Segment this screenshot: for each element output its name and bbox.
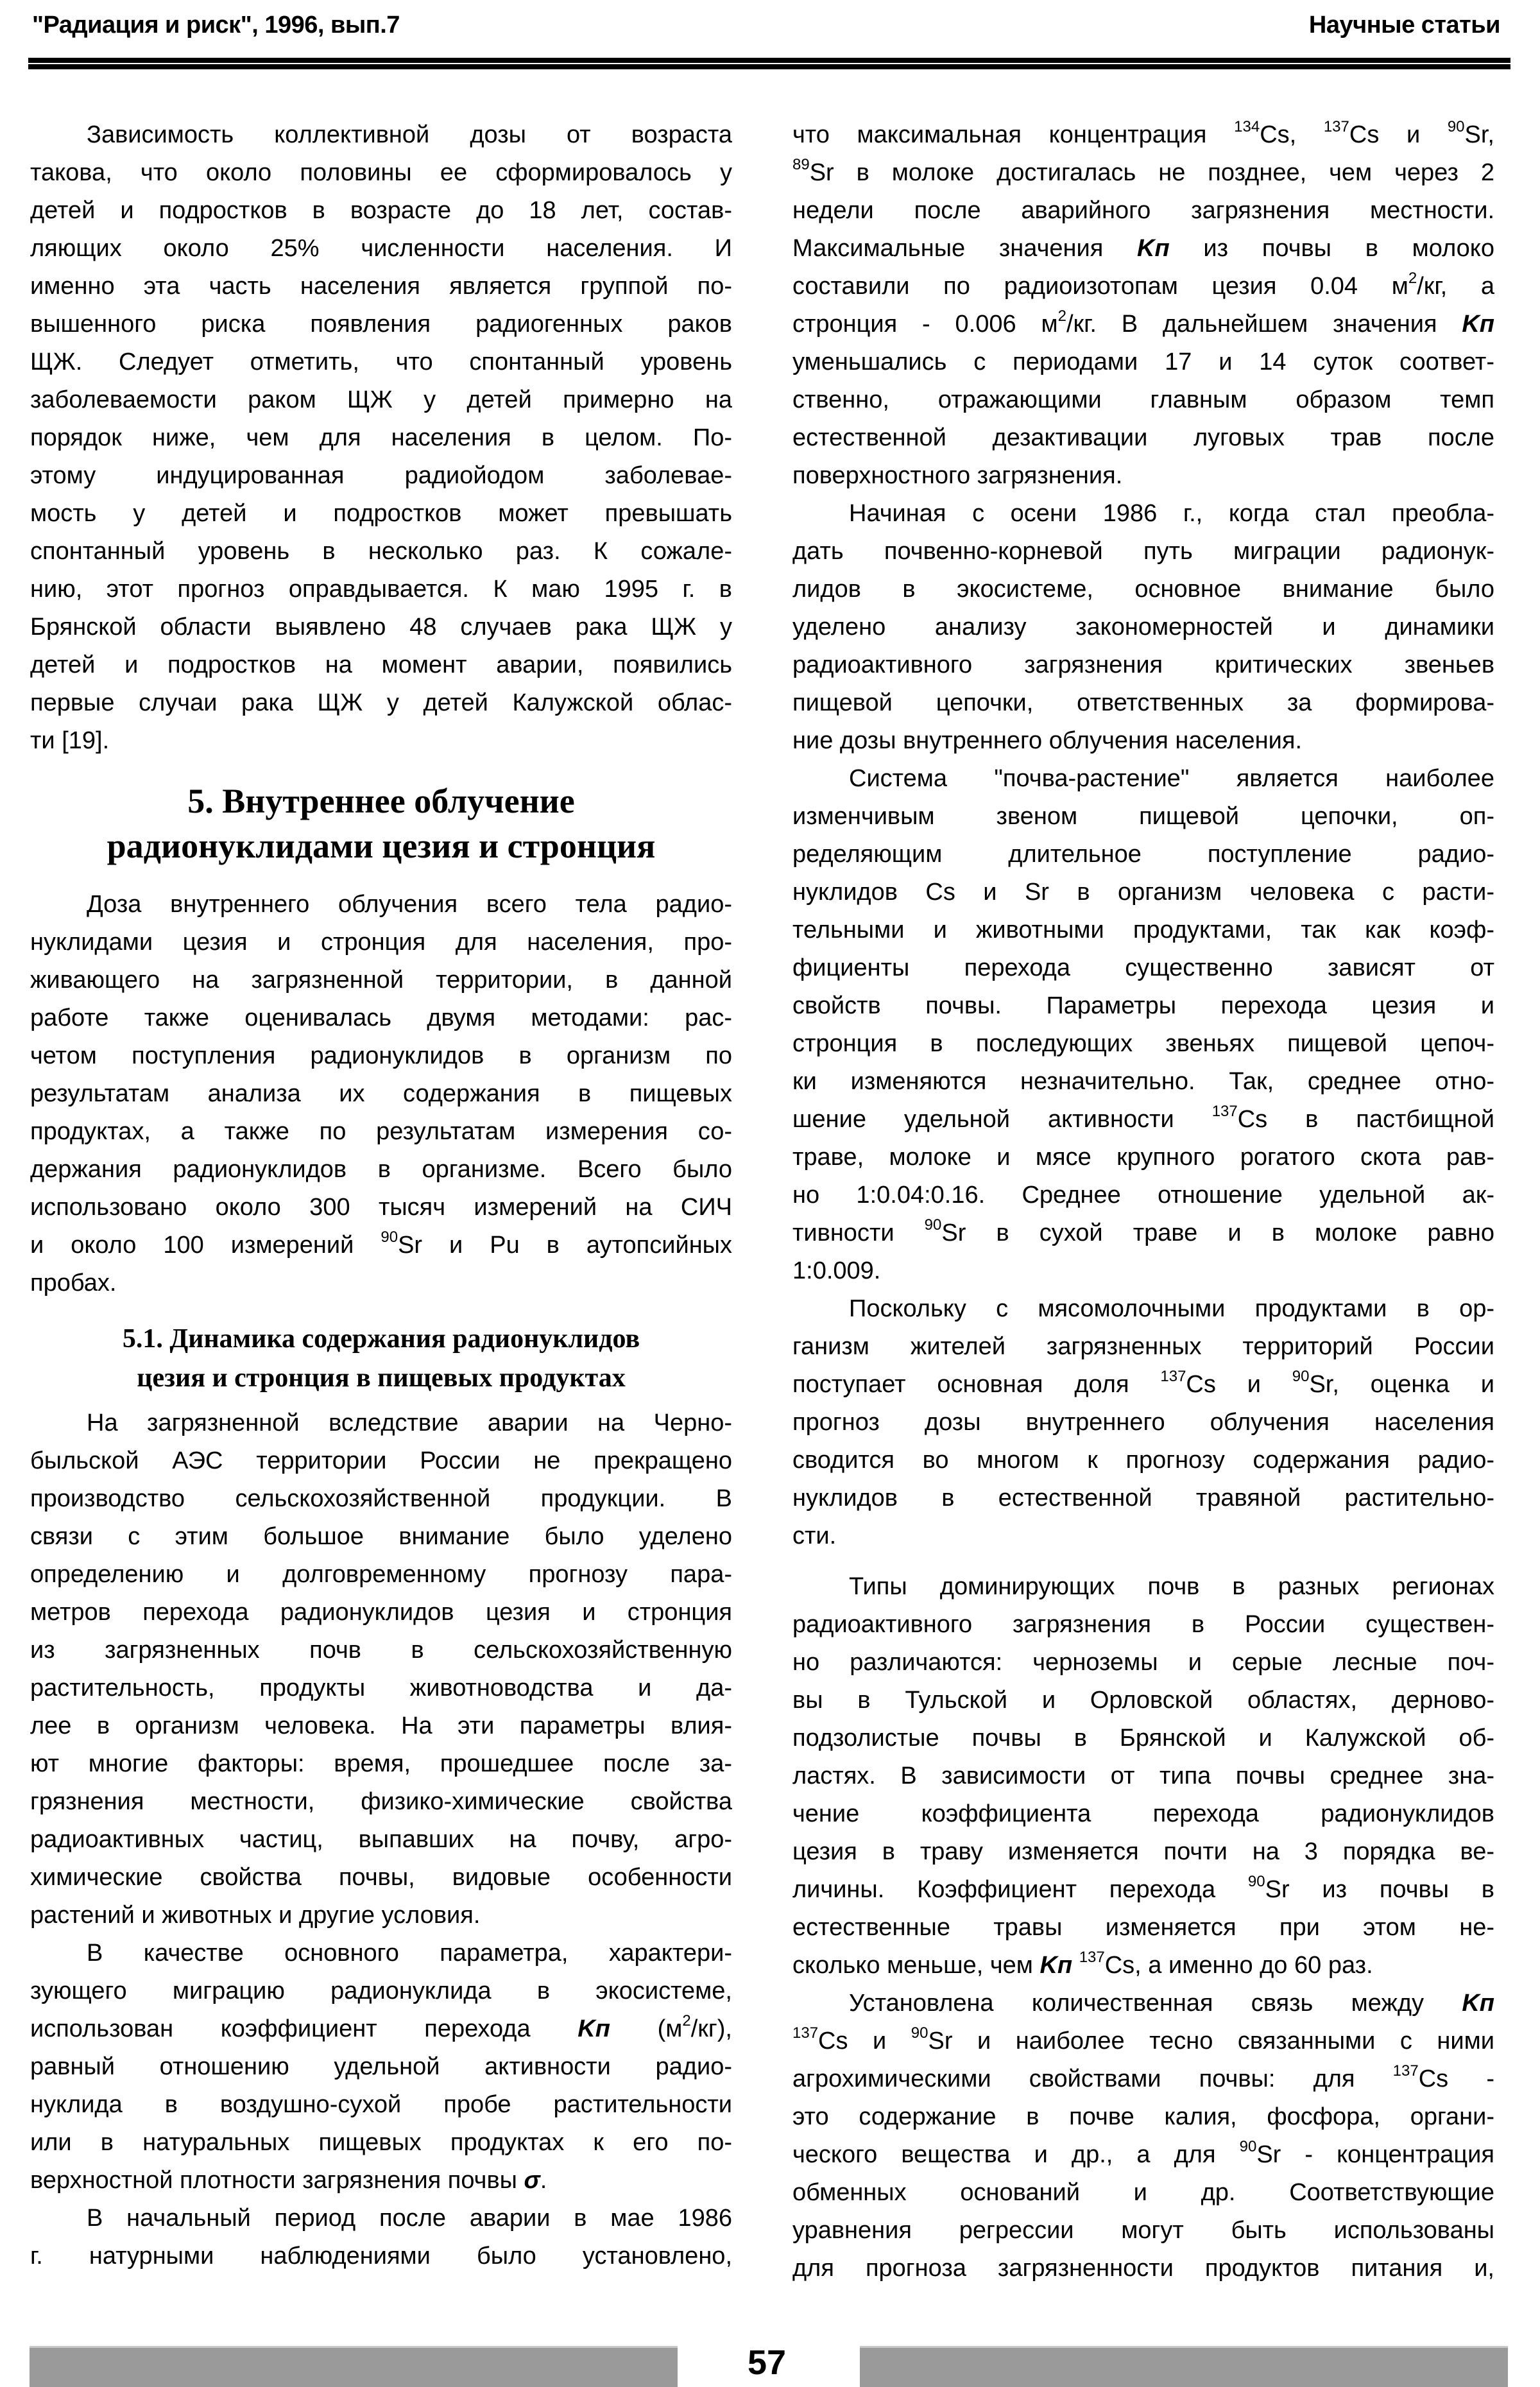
symbol: Kп — [578, 2015, 610, 2042]
text: Sr и наиболее тесно связанными с ними — [928, 2028, 1494, 2055]
text: ти [19]. — [30, 727, 110, 754]
text: /кг, а — [1417, 273, 1494, 300]
text: порядок ниже, чем для населения в целом. По- — [30, 424, 732, 451]
text-line — [30, 608, 732, 646]
text-line — [30, 2162, 732, 2200]
text: стронция в последующих звеньях пищевой цепоч- — [792, 1030, 1494, 1057]
text: Cs и — [1186, 1371, 1292, 1398]
text-line — [792, 798, 1494, 836]
text: спонтанный уровень в несколько раз. К сожале- — [30, 538, 732, 565]
isotope-mass-number: 137 — [1323, 118, 1349, 135]
text-line — [792, 836, 1494, 874]
text-line — [792, 874, 1494, 911]
text: Sr в молоке достигалась не позднее, чем через 2 — [809, 159, 1494, 186]
isotope-mass-number: 89 — [792, 156, 810, 173]
isotope-mass-number: 137 — [1392, 2062, 1419, 2080]
isotope-mass-number: 2 — [1057, 307, 1066, 325]
text: метров перехода радионуклидов цезия и стронция — [30, 1599, 732, 1626]
text: стронция - 0.006 м — [792, 311, 1058, 338]
text: свойств почвы. Параметры перехода цезия и — [792, 992, 1494, 1019]
isotope-mass-number: 90 — [1239, 2138, 1257, 2155]
text: Cs - — [1418, 2065, 1494, 2092]
isotope-mass-number: 90 — [911, 2024, 928, 2042]
text-line — [792, 2098, 1494, 2136]
text: уменьшались с периодами 17 и 14 суток соответ- — [792, 349, 1494, 375]
text-line — [792, 911, 1494, 949]
text-line — [30, 2086, 732, 2124]
text: Доза внутреннего облучения всего тела радио- — [87, 891, 732, 918]
text-line — [792, 495, 1494, 533]
text: зующего миграцию радионуклида в экосистеме, — [30, 1978, 732, 2004]
header-rule — [28, 58, 1510, 63]
text-line — [792, 1833, 1494, 1871]
right-column — [792, 116, 1494, 2288]
text: из загрязненных почв в сельскохозяйственную — [30, 1637, 732, 1664]
text: детей и подростков в возрасте до 18 лет, состав- — [30, 197, 732, 224]
text: ние дозы внутреннего облучения населения. — [792, 727, 1303, 754]
page-number: 57 — [747, 2343, 787, 2382]
text-line — [30, 306, 732, 343]
paragraph — [792, 495, 1494, 760]
text-line — [792, 760, 1494, 798]
text: четом поступления радионуклидов в организм по — [30, 1042, 732, 1069]
text: для прогноза загрязненности продуктов питания и, — [792, 2255, 1494, 2282]
text-line — [30, 230, 732, 268]
text-line — [30, 1783, 732, 1821]
text: детей и подростков на момент аварии, появились — [30, 651, 732, 678]
text-line — [30, 1151, 732, 1189]
paragraph — [30, 1935, 732, 2200]
symbol: σ — [524, 2167, 540, 2194]
text-line — [30, 1556, 732, 1594]
text-line — [792, 154, 1494, 192]
text: держания радионуклидов в организме. Всего было — [30, 1156, 732, 1183]
text: ределяющим длительное поступление радио- — [792, 841, 1494, 868]
paragraph — [792, 1290, 1494, 1555]
text: Типы доминирующих почв в разных регионах — [849, 1573, 1494, 1600]
text-line — [792, 230, 1494, 268]
isotope-mass-number: 90 — [1247, 1873, 1265, 1890]
text: В качестве основного параметра, характери- — [87, 1940, 732, 1967]
text-line — [30, 1707, 732, 1745]
text: личины. Коэффициент перехода — [792, 1876, 1248, 1903]
text: сколько меньше, чем — [792, 1952, 1040, 1979]
isotope-mass-number: 137 — [1160, 1368, 1186, 1385]
text-line — [792, 722, 1494, 760]
text-line — [30, 2048, 732, 2086]
text-line — [30, 2010, 732, 2048]
text: ки изменяются незначительно. Так, среднее отно- — [792, 1068, 1494, 1095]
text: ганизм жителей загрязненных территорий России — [792, 1333, 1494, 1360]
isotope-mass-number: 90 — [1447, 118, 1465, 135]
text: Sr из почвы в — [1265, 1876, 1494, 1903]
text: лее в организм человека. На эти параметры влия- — [30, 1712, 732, 1739]
text: ляющих около 25% численности населения. И — [30, 235, 732, 262]
text-line — [30, 1972, 732, 2010]
text: пробах. — [30, 1270, 117, 1297]
text-line — [30, 722, 732, 760]
text: грязнения местности, физико-химические свойства — [30, 1788, 732, 1815]
text: тивности — [792, 1219, 925, 1246]
text-line — [30, 1075, 732, 1113]
paragraph — [792, 760, 1494, 1290]
isotope-mass-number: 137 — [1211, 1103, 1238, 1120]
text-line — [30, 419, 732, 457]
text-line — [792, 1757, 1494, 1795]
text: лидов в экосистеме, основное внимание было — [792, 576, 1494, 603]
text: уделено анализу закономерностей и динамики — [792, 614, 1494, 641]
paragraph — [30, 2200, 732, 2275]
text-line — [30, 1821, 732, 1859]
text: именно эта часть населения является группой по- — [30, 273, 732, 300]
text: прогноз дозы внутреннего облучения населения — [792, 1409, 1494, 1436]
text: естественной дезактивации луговых трав после — [792, 424, 1494, 451]
symbol: Kп — [1040, 1952, 1073, 1979]
text-line — [792, 1101, 1494, 1139]
text: Зависимость коллективной дозы от возраста — [87, 121, 732, 148]
text-line — [792, 1404, 1494, 1442]
text-line — [792, 987, 1494, 1025]
text: поверхностного загрязнения. — [792, 462, 1123, 489]
text: верхностной плотности загрязнения почвы — [30, 2167, 524, 2194]
text: вы в Тульской и Орловской областях, дерново- — [792, 1687, 1494, 1714]
text-line — [30, 999, 732, 1037]
text: использовано около 300 тысяч измерений на СИЧ — [30, 1194, 732, 1221]
text: Начиная с осени 1986 г., когда стал преобла- — [849, 500, 1494, 527]
text-line — [30, 1189, 732, 1227]
text-line — [30, 924, 732, 961]
text: Sr и Pu в аутопсийных — [398, 1232, 732, 1259]
text-line — [30, 1518, 732, 1556]
text: нуклида в воздушно-сухой пробе растительности — [30, 2091, 732, 2118]
text: химические свойства почвы, видовые особенности — [30, 1864, 732, 1891]
text-line — [792, 1328, 1494, 1366]
text: ЩЖ. Следует отметить, что спонтанный уровень — [30, 349, 732, 375]
text: На загрязненной вследствие аварии на Черно- — [87, 1409, 732, 1436]
paragraph — [30, 1404, 732, 1935]
text-line — [792, 1606, 1494, 1644]
journal-title: "Радиация и риск", 1996, вып.7 — [32, 12, 400, 39]
text: радиоактивного загрязнения в России существен- — [792, 1611, 1494, 1638]
text-line — [792, 1479, 1494, 1517]
text: заболеваемости раком ЩЖ у детей примерно на — [30, 386, 732, 413]
paragraph — [30, 886, 732, 1302]
text: траве, молоке и мясе крупного рогатого скота рав- — [792, 1144, 1494, 1171]
text: уравнения регрессии могут быть использованы — [792, 2217, 1494, 2244]
text-line — [792, 1871, 1494, 1909]
text: составили по радиоизотопам цезия 0.04 м — [792, 273, 1408, 300]
isotope-mass-number: 90 — [924, 1216, 942, 1234]
text-line — [792, 1568, 1494, 1606]
text-line — [792, 1517, 1494, 1555]
text: растительность, продукты животноводства и да- — [30, 1675, 732, 1702]
text: нуклидами цезия и стронция для населения, про- — [30, 929, 732, 956]
text: . — [540, 2167, 547, 2194]
text-line — [792, 1644, 1494, 1682]
text-line — [792, 1139, 1494, 1176]
section-title: Научные статьи — [1308, 12, 1500, 39]
text: связи с этим большое внимание было уделено — [30, 1523, 732, 1550]
text: дать почвенно-корневой путь миграции радионук- — [792, 538, 1494, 565]
text: поступает основная доля — [792, 1371, 1161, 1398]
text-line — [30, 646, 732, 684]
text: ческого вещества и др., а для — [792, 2141, 1240, 2168]
text: цезия в траву изменяется почти на 3 порядка ве- — [792, 1838, 1494, 1865]
text: Sr, — [1464, 121, 1494, 148]
text-line — [30, 381, 732, 419]
text-line — [30, 1935, 732, 1972]
text: использован коэффициент перехода — [30, 2015, 578, 2042]
text-line — [30, 1669, 732, 1707]
text: ственно, отражающими главным образом темп — [792, 386, 1494, 413]
text: из почвы в молоко — [1169, 235, 1494, 262]
text: или в натуральных пищевых продуктах к его по- — [30, 2129, 732, 2156]
text-line — [792, 1985, 1494, 2022]
text: определению и долговременному прогнозу пара- — [30, 1561, 732, 1588]
heading-line: радионуклидами цезия и стронция — [107, 827, 656, 865]
text-line — [792, 949, 1494, 987]
text: но различаются: черноземы и серые лесные поч- — [792, 1649, 1494, 1676]
text: Sr в сухой траве и в молоке равно — [941, 1219, 1494, 1246]
text: растений и животных и другие условия. — [30, 1902, 481, 1929]
text-line — [792, 1025, 1494, 1063]
text-line — [792, 2022, 1494, 2060]
text-line — [792, 1290, 1494, 1328]
text-line — [792, 2136, 1494, 2174]
text-line — [792, 192, 1494, 230]
text-line — [30, 268, 732, 306]
text-line — [792, 571, 1494, 608]
text: что максимальная концентрация — [792, 121, 1235, 148]
text: (м — [610, 2015, 683, 2042]
text: ют многие факторы: время, прошедшее после за- — [30, 1750, 732, 1777]
isotope-mass-number: 90 — [381, 1228, 398, 1246]
text: этому индуцированная радиойодом заболевае- — [30, 462, 732, 489]
section-heading — [30, 779, 732, 868]
text: /кг. В дальнейшем значения — [1066, 311, 1462, 338]
text: Установлена количественная связь между — [849, 1990, 1462, 2017]
text: радиоактивного загрязнения критических звеньев — [792, 651, 1494, 678]
text: вышенного риска появления радиогенных раков — [30, 311, 732, 338]
text-line — [792, 419, 1494, 457]
heading-line: 5. Внутреннее облучение — [187, 782, 575, 820]
text: чение коэффициента перехода радионуклидов — [792, 1800, 1494, 1827]
text: Cs и — [1349, 121, 1448, 148]
text: работе также оценивалась двумя методами: рас- — [30, 1004, 732, 1031]
text-line — [792, 684, 1494, 722]
text: подзолистые почвы в Брянской и Калужской об- — [792, 1725, 1494, 1752]
isotope-mass-number: 2 — [682, 2012, 691, 2029]
text-line — [30, 154, 732, 192]
text-line — [30, 1113, 732, 1151]
symbol: Kп — [1462, 311, 1494, 338]
footer-bar — [30, 2346, 678, 2387]
text: Cs, — [1260, 121, 1324, 148]
text — [1072, 1952, 1079, 1979]
text-line — [792, 1442, 1494, 1479]
text: и около 100 измерений — [30, 1232, 381, 1259]
text-line — [30, 457, 732, 495]
text: шение удельной активности — [792, 1106, 1212, 1133]
text: ластях. В зависимости от типа почвы среднее зна- — [792, 1762, 1494, 1789]
text-line — [30, 1594, 732, 1632]
text: нуклидов Cs и Sr в организм человека с расти- — [792, 879, 1494, 906]
text-line — [792, 1063, 1494, 1101]
text-line — [792, 1682, 1494, 1719]
text-line — [30, 961, 732, 999]
text: продуктах, а также по результатам измерения со- — [30, 1118, 732, 1145]
text-line — [792, 646, 1494, 684]
text: сводится во многом к прогнозу содержания радио- — [792, 1447, 1494, 1474]
text: нуклидов в естественной травяной растительно- — [792, 1485, 1494, 1512]
text: первые случаи рака ЩЖ у детей Калужской облас- — [30, 689, 732, 716]
text-line — [792, 268, 1494, 306]
text: быльской АЭС территории России не прекращено — [30, 1447, 732, 1474]
text-line — [792, 1719, 1494, 1757]
text: Система "почва-растение" является наиболее — [849, 765, 1494, 792]
text-line — [792, 608, 1494, 646]
text-line — [792, 381, 1494, 419]
text: Cs в пастбищной — [1237, 1106, 1494, 1133]
text-line — [792, 1252, 1494, 1290]
text-line — [792, 1366, 1494, 1404]
text: естественные травы изменяется при этом не- — [792, 1914, 1494, 1941]
left-column — [30, 116, 732, 2275]
text-line — [30, 1632, 732, 1669]
text: Cs, а именно до 60 раз. — [1104, 1952, 1373, 1979]
text-line — [30, 1859, 732, 1897]
text-line — [30, 1480, 732, 1518]
symbol: Kп — [1462, 1990, 1494, 2017]
text-line — [30, 116, 732, 154]
paragraph — [792, 1985, 1494, 2288]
text-line — [30, 1404, 732, 1442]
text: изменчивым звеном пищевой цепочки, оп- — [792, 803, 1494, 830]
text-line — [30, 1227, 732, 1264]
text: фициенты перехода существенно зависят от — [792, 954, 1494, 981]
text-line — [792, 2060, 1494, 2098]
text-line — [792, 1176, 1494, 1214]
text-line — [30, 343, 732, 381]
text: 1:0.009. — [792, 1257, 881, 1284]
header-rule — [28, 64, 1510, 69]
text-line — [792, 306, 1494, 343]
isotope-mass-number: 137 — [792, 2024, 819, 2042]
text: живающего на загрязненной территории, в данной — [30, 967, 732, 994]
text: тельными и животными продуктами, так как коэф- — [792, 917, 1494, 944]
isotope-mass-number: 90 — [1292, 1368, 1310, 1385]
text: нию, этот прогноз оправдывается. К маю 1995 г. в — [30, 576, 732, 603]
text: г. натурными наблюдениями было установлено, — [30, 2243, 732, 2270]
text: производство сельскохозяйственной продукции. В — [30, 1485, 732, 1512]
text-line — [792, 2174, 1494, 2212]
text-line — [30, 1745, 732, 1783]
text-line — [30, 1897, 732, 1935]
footer-bar — [860, 2346, 1508, 2387]
text: агрохимическими свойствами почвы: для — [792, 2065, 1393, 2092]
paragraph — [792, 116, 1494, 495]
text: но 1:0.04:0.16. Среднее отношение удельной ак- — [792, 1182, 1494, 1209]
text: Cs и — [818, 2028, 911, 2055]
isotope-mass-number: 2 — [1408, 270, 1417, 287]
text-line — [30, 1264, 732, 1302]
text: недели после аварийного загрязнения местности. — [792, 197, 1494, 224]
text-line — [30, 2237, 732, 2275]
text-line — [30, 2200, 732, 2237]
paragraph — [30, 116, 732, 760]
text: Максимальные значения — [792, 235, 1138, 262]
isotope-mass-number: 137 — [1079, 1949, 1105, 1966]
text: Sr, оценка и — [1309, 1371, 1494, 1398]
text: Sr - концентрация — [1256, 2141, 1494, 2168]
text: пищевой цепочки, ответственных за формирова- — [792, 689, 1494, 716]
text-line — [792, 1214, 1494, 1252]
heading-line: цезия и стронция в пищевых продуктах — [137, 1363, 626, 1393]
text: такова, что около половины ее сформировалось у — [30, 159, 732, 186]
subsection-heading — [30, 1320, 732, 1398]
text: обменных оснований и др. Соответствующие — [792, 2179, 1494, 2206]
text: сти. — [792, 1522, 837, 1549]
text-line — [30, 192, 732, 230]
text: это содержание в почве калия, фосфора, органи- — [792, 2103, 1494, 2130]
text-line — [30, 495, 732, 533]
text-line — [30, 886, 732, 924]
text-line — [30, 571, 732, 608]
text-line — [792, 1909, 1494, 1947]
text: равный отношению удельной активности радио- — [30, 2053, 732, 2080]
heading-line: 5.1. Динамика содержания радионуклидов — [122, 1324, 640, 1354]
text-line — [792, 343, 1494, 381]
text-line — [792, 1947, 1494, 1985]
symbol: Kп — [1137, 235, 1170, 262]
text-line — [792, 457, 1494, 495]
text-line — [30, 533, 732, 571]
text: мость у детей и подростков может превышать — [30, 500, 732, 527]
text-line — [30, 2124, 732, 2162]
isotope-mass-number: 134 — [1234, 118, 1260, 135]
text: Брянской области выявлено 48 случаев рака ЩЖ у — [30, 614, 732, 641]
text-line — [792, 2250, 1494, 2288]
paragraph — [792, 1568, 1494, 1985]
text-line — [30, 1442, 732, 1480]
text: радиоактивных частиц, выпавших на почву, агро- — [30, 1826, 732, 1853]
text: /кг), — [690, 2015, 732, 2042]
text-line — [792, 2212, 1494, 2250]
text: В начальный период после аварии в мае 1986 — [87, 2205, 732, 2232]
text-line — [792, 116, 1494, 154]
text: результатам анализа их содержания в пищевых — [30, 1080, 732, 1107]
text: Поскольку с мясомолочными продуктами в ор- — [849, 1295, 1494, 1322]
text-line — [792, 1795, 1494, 1833]
text-line — [792, 533, 1494, 571]
text-line — [30, 684, 732, 722]
text-line — [30, 1037, 732, 1075]
